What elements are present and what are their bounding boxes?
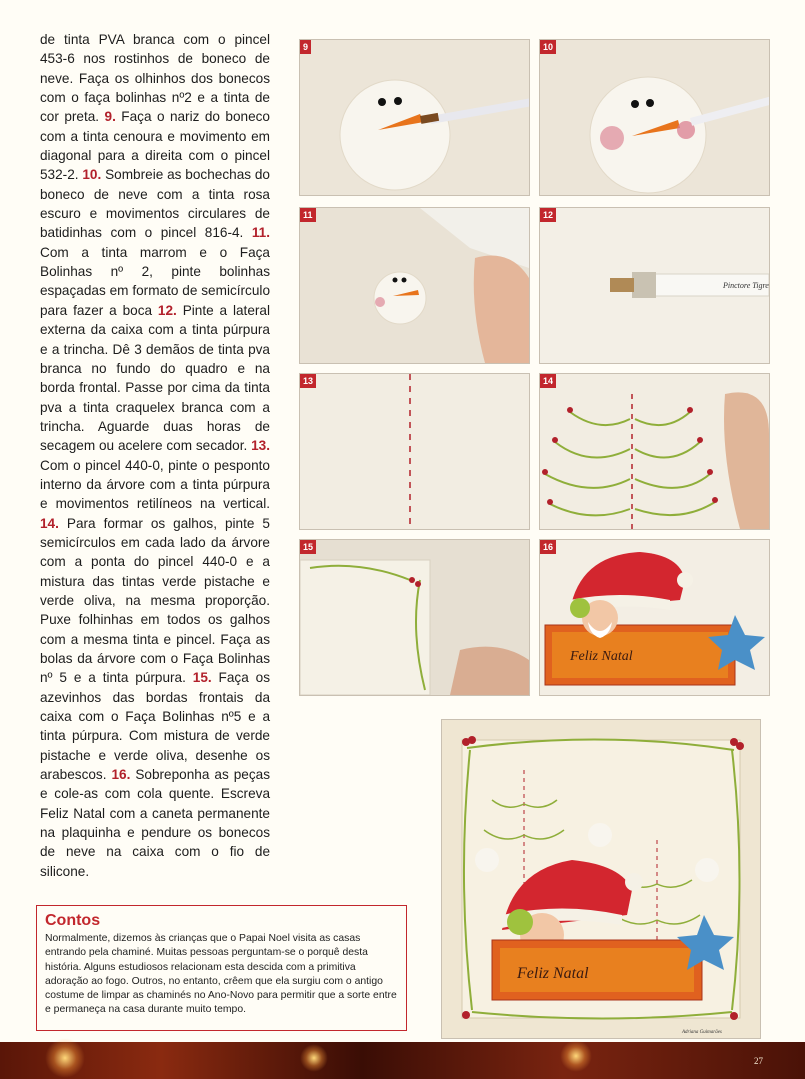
footer-decorative-strip: [0, 1042, 805, 1079]
final-plaque-text: Feliz Natal: [517, 965, 589, 982]
step-number-inline: 11.: [251, 225, 270, 241]
instruction-segment: Sobreponha as peças e cole-as com cola quente. Escreva Feliz Natal com a caneta permanente na plaquinha e pendure os bonecos de neve na caixa com o fio de silicone.: [40, 767, 270, 879]
snowman-cheeks-illustration: [540, 40, 769, 195]
step-photo-16: [539, 539, 770, 696]
step-photo-14: [539, 373, 770, 530]
snowman-face-nose-illustration: [300, 40, 529, 195]
painting-box-illustration: [540, 208, 769, 363]
step-photo-12: [539, 207, 770, 364]
step-number: 10: [540, 40, 556, 54]
step-number: 15: [300, 540, 316, 554]
step-photo-10: [539, 39, 770, 196]
contos-text: Normalmente, dizemos às crianças que o Papai Noel visita as casas entrando pela chaminé. Muitas pessoas perguntam-se o porquê desta história. Alguns estudiosos relacionam esta descida com a primitiva adoração ao fogo. Outros, no entanto, crêem que ela surgiu com o antigo costume de limpar as chaminés no Ano-Novo para permitir que a sorte entre e permaneça na casa durante muito tempo.: [45, 933, 397, 1016]
tree-branches-illustration: [540, 374, 769, 529]
step-number: 12: [540, 208, 556, 222]
snowman-mouth-illustration: [300, 208, 529, 363]
plaque-text: Feliz Natal: [570, 649, 633, 664]
step-number-inline: 15.: [192, 670, 212, 686]
step-number: 13: [300, 374, 316, 388]
step-photo-13: [299, 373, 530, 530]
instruction-segment: Sombreie as bochechas do boneco de neve com a tinta rosa escuro e movimentos circulares de batidinhas com o pincel 816-4.: [40, 167, 270, 241]
step-photo-15: [299, 539, 530, 696]
instruction-segment: de tinta PVA branca com o pincel 453-6 nos rostinhos de boneco de neve. Faça os olhinhos dos bonecos com o faça bolinhas nº2 e a tinta de cor preta.: [40, 32, 270, 125]
light-glow: [45, 1038, 85, 1078]
brush-brand-label: Pinctore Tigre: [723, 281, 769, 290]
page-number: 27: [754, 1056, 763, 1066]
step-number-inline: 10.: [82, 167, 102, 183]
step-number-inline: 12.: [157, 302, 177, 318]
instruction-segment: Para formar os galhos, pinte 5 semicírculos em cada lado da árvore com a ponta do pincel 440-0 e a mistura das tintas verde pistache e verde oliva, na mesma proporção. Puxe folhinhas em todos os galhos com a mesma tinta e pincel. Faça as bolas da árvore com o Faça Bolinhas nº 5 e a tinta púrpura.: [40, 515, 270, 686]
santa-plaque-illustration: [540, 540, 769, 695]
step-number-inline: 14.: [40, 515, 59, 531]
step-number-inline: 9.: [104, 109, 116, 125]
finished-box-illustration: [442, 720, 760, 1038]
contos-title: Contos: [45, 912, 101, 929]
step-photo-11: [299, 207, 530, 364]
step-number: 9: [300, 40, 311, 54]
instruction-segment: Com a tinta marrom e o Faça Bolinhas nº 2, pinte bolinhas espaçadas em formato de semicírculo para fazer a boca: [40, 244, 270, 318]
step-number-inline: 16.: [111, 767, 131, 783]
instruction-segment: Com o pincel 440-0, pinte o pesponto interno da árvore com a tinta púrpura e movimentos retilíneos na vertical.: [40, 457, 270, 512]
step-number: 16: [540, 540, 556, 554]
instruction-segment: Faça o nariz do boneco com a tinta cenoura e movimento em diagonal para a direita com o pincel 532-2.: [40, 109, 270, 183]
instruction-segment: Faça os azevinhos das bordas frontais da caixa com o Faça Bolinhas nº5 e a tinta púrpura. Com mistura de verde pistache e verde oliva, desenhe os arabescos.: [40, 670, 270, 783]
light-glow: [560, 1040, 592, 1072]
step-number: 11: [300, 208, 316, 222]
step-photo-9: [299, 39, 530, 196]
tree-stitch-illustration: [300, 374, 529, 529]
instructions-text: [40, 30, 270, 881]
instruction-segment: Pinte a lateral externa da caixa com a tinta púrpura e a trincha. Dê 3 demãos de tinta pva branca no fundo do quadro e na borda frontal. Passe por cima da tinta pva a tinta craquelex branca com a trincha. Aguarde duas horas de secagem ou acelere com secador.: [40, 302, 270, 454]
finished-project-photo: [441, 719, 761, 1039]
artist-signature: Adriana Guimarães: [682, 1030, 722, 1035]
holly-border-illustration: [300, 540, 529, 695]
contos-sidebar-box: [36, 905, 407, 1031]
light-glow: [300, 1044, 328, 1072]
step-number: 14: [540, 374, 556, 388]
step-number-inline: 13.: [251, 438, 270, 454]
